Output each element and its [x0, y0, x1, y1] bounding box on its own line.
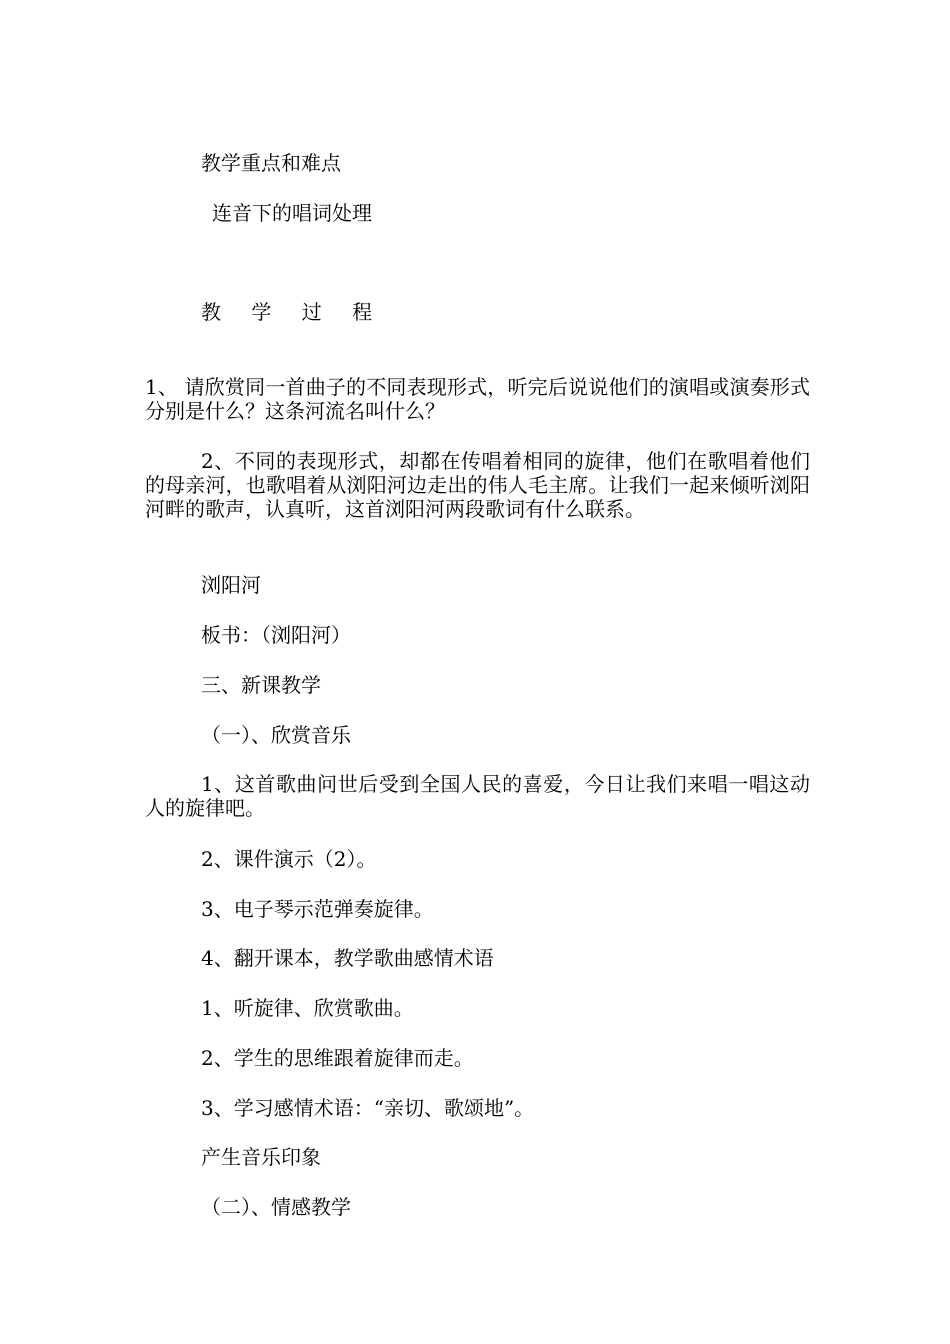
list-item-1: 1、听旋律、欣赏歌曲。 — [201, 996, 414, 1020]
list-item-2: 2、学生的思维跟着旋律而走。 — [201, 1046, 474, 1070]
subsection-1-item-4: 4、翻开课本，教学歌曲感情术语 — [201, 946, 494, 970]
subsection-1-item-2: 2、课件演示（2）。 — [201, 847, 377, 871]
paragraph-item-1-text: 1、 请欣赏同一首曲子的不同表现形式，听完后说说他们的演唱或演奏形式分别是什么？这条河流名叫什么？ — [145, 375, 810, 423]
subsection-1-heading: （一）、欣赏音乐 — [201, 723, 351, 747]
subsection-1-item-1 — [145, 772, 810, 820]
key-point-text: 连音下的唱词处理 — [212, 201, 372, 225]
section-3-heading: 三、新课教学 — [201, 673, 321, 697]
subsection-1-item-3: 3、电子琴示范弹奏旋律。 — [201, 897, 434, 921]
heading-key-points: 教学重点和难点 — [201, 151, 341, 175]
paragraph-item-1 — [145, 375, 810, 423]
impression-text: 产生音乐印象 — [201, 1145, 321, 1169]
song-title: 浏阳河 — [201, 573, 261, 597]
paragraph-item-2 — [145, 449, 810, 521]
subsection-1-item-1-text: 1、这首歌曲问世后受到全国人民的喜爱，今日让我们来唱一唱这动人的旋律吧。 — [145, 772, 810, 820]
heading-process: 教 学 过 程 — [201, 300, 385, 324]
list-item-3: 3、学习感情术语：“亲切、歌颂地”。 — [201, 1096, 535, 1120]
subsection-2-heading: （二）、情感教学 — [201, 1195, 351, 1219]
paragraph-item-2-text: 2、不同的表现形式，却都在传唱着相同的旋律，他们在歌唱着他们的母亲河，也歌唱着从浏阳河边走出的伟人毛主席。让我们一起来倾听浏阳河畔的歌声，认真听，这首浏阳河两段歌词有什么联系。 — [145, 449, 810, 521]
board-note: 板书：（浏阳河） — [201, 623, 351, 647]
